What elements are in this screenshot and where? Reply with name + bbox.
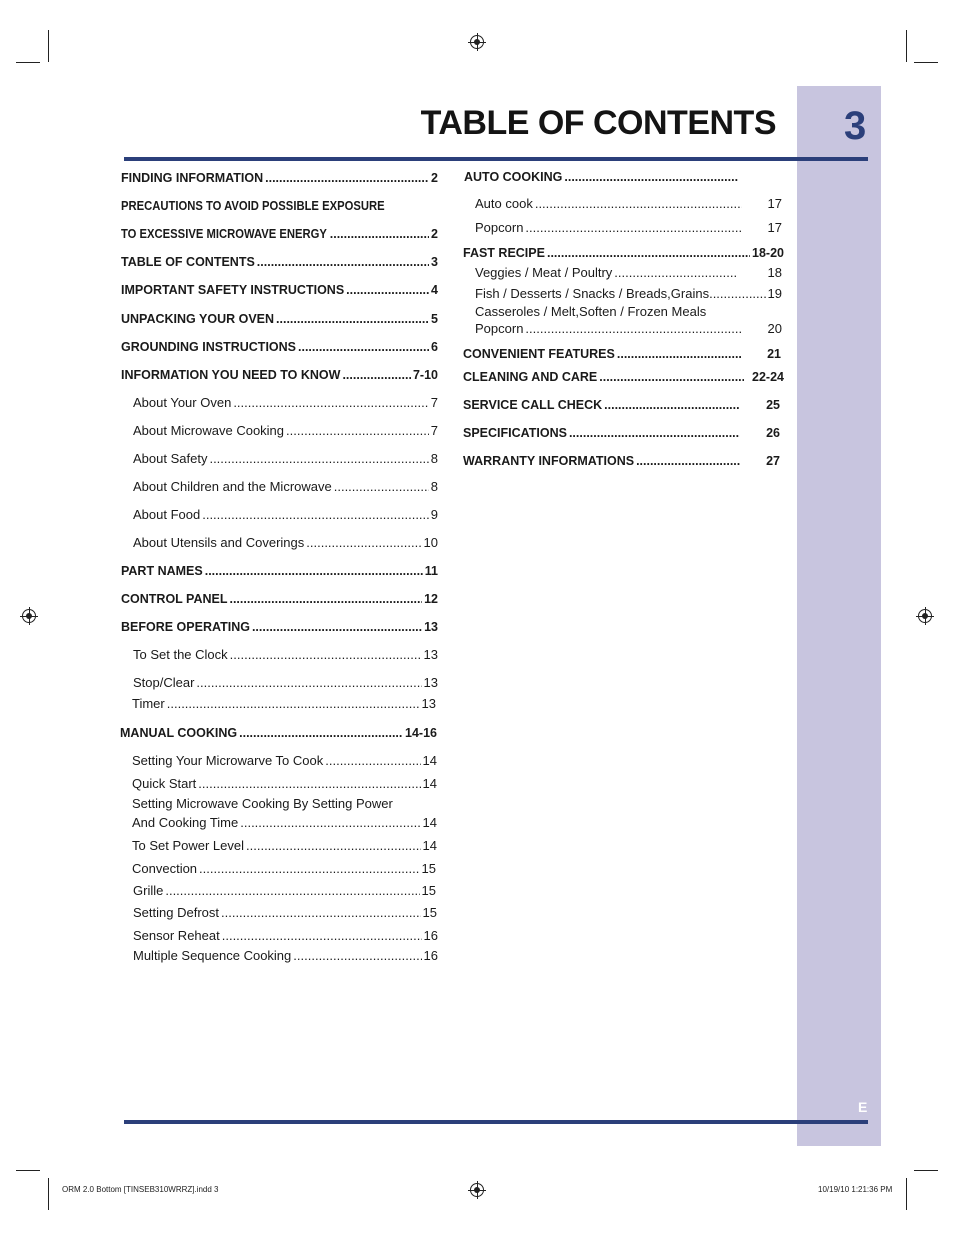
toc-entry: CLEANING AND CARE ..... 22-24 — [463, 369, 784, 385]
toc-entry: To Set the Clock ..... 13 — [133, 647, 438, 663]
toc-entry: WARRANTY INFORMATIONS ..... 27 — [463, 453, 780, 469]
registration-mark-icon — [470, 35, 484, 49]
toc-entry: SPECIFICATIONS ..... 26 — [463, 425, 780, 441]
toc-entry: To Set Power Level ..... 14 — [132, 838, 437, 854]
toc-entry: Popcorn ..... 20 — [475, 321, 782, 337]
toc-entry: BEFORE OPERATING ..... 13 — [121, 619, 438, 635]
toc-entry: About Safety ..... 8 — [133, 451, 438, 467]
header-rule — [124, 157, 868, 161]
crop-mark — [16, 62, 40, 63]
registration-mark-icon — [470, 1183, 484, 1197]
page-title: TABLE OF CONTENTS — [420, 104, 776, 142]
toc-entry: FAST RECIPE ..... 18-20 — [463, 245, 784, 261]
footer-rule — [124, 1120, 868, 1124]
toc-entry: Convection ..... 15 — [132, 861, 436, 877]
toc-entry: Veggies / Meat / Poultry ..... 18 — [475, 265, 782, 281]
toc-entry: Fish / Desserts / Snacks / Breads,Grains.... ..... 19 — [475, 286, 782, 302]
toc-entry: Setting Your Microwarve To Cook ..... 14 — [132, 753, 437, 769]
crop-mark — [16, 1170, 40, 1171]
toc-entry: FINDING INFORMATION ..... 2 — [121, 170, 438, 186]
toc-entry: Stop/Clear ..... 13 — [133, 675, 438, 691]
toc-entry: Auto cook ..... 17 — [475, 196, 782, 212]
crop-mark — [914, 1170, 938, 1171]
footer-datetime: 10/19/10 1:21:36 PM — [818, 1185, 893, 1194]
toc-entry: About Utensils and Coverings ..... 10 — [133, 535, 438, 551]
registration-mark-icon — [918, 609, 932, 623]
toc-entry: Multiple Sequence Cooking ..... 16 — [133, 948, 438, 964]
crop-mark — [906, 30, 907, 62]
toc-entry: PART NAMES ..... 11 — [121, 563, 438, 579]
toc-entry: MANUAL COOKING ..... 14-16 — [120, 725, 437, 741]
toc-entry: CONVENIENT FEATURES ..... 21 — [463, 346, 781, 362]
toc-entry: INFORMATION YOU NEED TO KNOW ..... 7-10 — [121, 367, 438, 383]
toc-entry: TO EXCESSIVE MICROWAVE ENERGY ..... 2 — [121, 226, 438, 242]
toc-entry: SERVICE CALL CHECK ..... 25 — [463, 397, 780, 413]
language-tab-label: E — [858, 1099, 868, 1115]
crop-mark — [48, 1178, 49, 1210]
toc-entry: About Microwave Cooking ..... 7 — [133, 423, 438, 439]
crop-mark — [906, 1178, 907, 1210]
toc-entry: Setting Microwave Cooking By Setting Power — [132, 796, 393, 811]
toc-entry: Setting Defrost ..... 15 — [133, 905, 437, 921]
registration-mark-icon — [22, 609, 36, 623]
crop-mark — [48, 30, 49, 62]
toc-entry: Sensor Reheat ..... 16 — [133, 928, 438, 944]
toc-entry: IMPORTANT SAFETY INSTRUCTIONS ..... 4 — [121, 282, 438, 298]
toc-entry: About Food ..... 9 — [133, 507, 438, 523]
page-number: 3 — [844, 104, 867, 148]
toc-entry: Popcorn ..... 17 — [475, 220, 782, 236]
toc-entry: AUTO COOKING ..... — [464, 169, 740, 185]
toc-entry: And Cooking Time ..... 14 — [132, 815, 437, 831]
toc-entry: TABLE OF CONTENTS ..... 3 — [121, 254, 438, 270]
toc-entry: Timer ..... 13 — [132, 696, 436, 712]
toc-entry: PRECAUTIONS TO AVOID POSSIBLE EXPOSURE — [121, 199, 385, 213]
toc-entry: Quick Start ..... 14 — [132, 776, 437, 792]
toc-entry: GROUNDING INSTRUCTIONS ..... 6 — [121, 339, 438, 355]
toc-entry: Grille ..... 15 — [133, 883, 436, 899]
toc-entry: About Children and the Microwave ..... 8 — [133, 479, 438, 495]
footer-file-slug: ORM 2.0 Bottom [TINSEB310WRRZ].indd 3 — [62, 1185, 219, 1194]
toc-entry: About Your Oven ..... 7 — [133, 395, 438, 411]
toc-entry: CONTROL PANEL ..... 12 — [121, 591, 438, 607]
side-tab — [797, 86, 881, 1146]
crop-mark — [914, 62, 938, 63]
toc-entry: UNPACKING YOUR OVEN ..... 5 — [121, 311, 438, 327]
toc-entry: Casseroles / Melt,Soften / Frozen Meals — [475, 304, 707, 319]
